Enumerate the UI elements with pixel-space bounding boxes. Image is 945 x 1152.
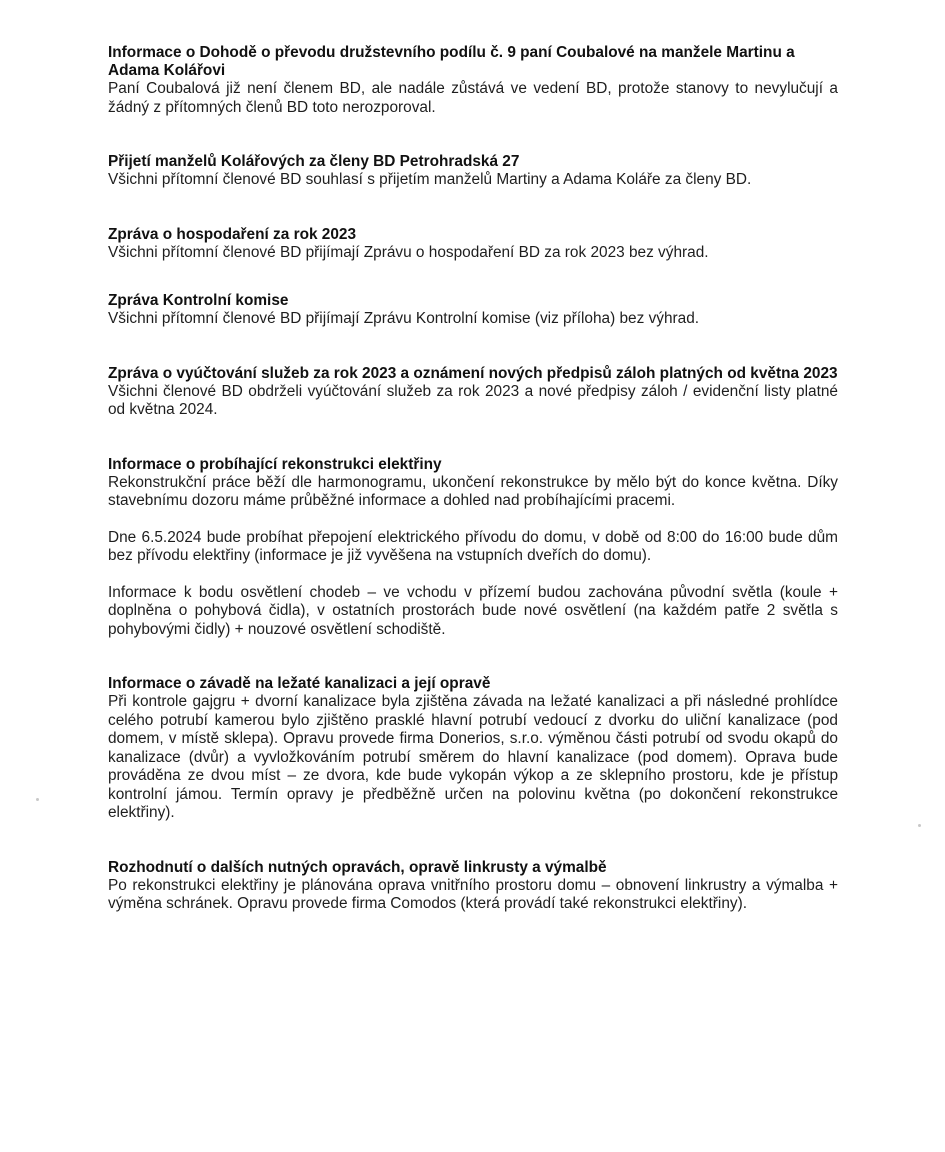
section-heading: Zpráva Kontrolní komise: [108, 292, 289, 309]
section-heading: Rozhodnutí o dalších nutných opravách, opravě linkrusty a výmalbě: [108, 858, 607, 876]
section-paragraph: Dne 6.5.2024 bude probíhat přepojení elektrického přívodu do domu, v době od 8:00 do 16:00 bude dům bez přívodu elektřiny (informace je již vyvěšena na vstupních dveřích do domu).: [108, 528, 838, 564]
section-paragraph: Všichni přítomní členové BD přijímají Zprávu o hospodaření BD za rok 2023 bez výhrad.: [108, 243, 709, 261]
section-prijeti: [108, 153, 838, 190]
section-heading: Přijetí manželů Kolářových za členy BD Petrohradská 27: [108, 153, 520, 170]
scan-speck: [918, 824, 921, 827]
spacer: [108, 190, 838, 226]
section-heading: Informace o probíhající rekonstrukci elektřiny: [108, 455, 442, 473]
section-heading: Informace o závadě na ležaté kanalizaci a její opravě: [108, 675, 491, 692]
spacer: [108, 511, 838, 529]
section-paragraph: Informace k bodu osvětlení chodeb – ve vchodu v přízemí budou zachována původní světla (koule + doplněna o pohybová čidla), v ostatních prostorách bude nové osvětlení (na každém patře 2 světla s pohybovými čidly) + nouzové osvětlení schodiště.: [108, 583, 838, 638]
spacer: [108, 262, 838, 292]
section-heading: Zpráva o hospodaření za rok 2023: [108, 225, 357, 243]
spacer: [108, 420, 838, 456]
section-hospodareni: [108, 226, 838, 263]
section-paragraph: Všichni členové BD obdrželi vyúčtování služeb za rok 2023 a nové předpisy záloh / evidenční listy platné od května 2024.: [108, 382, 838, 418]
section-paragraph: Všichni přítomní členové BD přijímají Zprávu Kontrolní komise (viz příloha) bez výhrad.: [108, 310, 700, 327]
section-paragraph: Rekonstrukční práce běží dle harmonogramu, ukončení rekonstrukce by mělo být do konce května. Díky stavebnímu dozoru máme průběžné informace a dohled nad probíhajícími pracemi.: [108, 473, 838, 509]
section-paragraph: Po rekonstrukci elektřiny je plánována oprava vnitřního prostoru domu – obnovení linkrustry a výmalba + výměna schránek. Opravu provede firma Comodos (která provádí také rekonstrukci elektřiny).: [108, 876, 838, 912]
section-paragraph: Při kontrole gajgru + dvorní kanalizace byla zjištěna závada na ležaté kanalizaci a při následné prohlídce celého potrubí kamerou bylo zjištěno prasklé hlavní potrubí vedoucí z dvorku do uliční kanalizace (pod domem, v místě sklepa). Opravu provede firma Donerios, s.r.o. výměnou části potrubí od svodu okapů do kanalizace (dvůr) a vyvložkováním potrubí směrem do hlavní kanalizace (pod domem). Oprava bude prováděna ze dvou míst – ze dvora, kde bude vykopán výkop a ze sklepního prostoru, kde je přístup kontrolní jámou. Termín opravy je předběžně určen na polovinu května (po dokončení rekonstrukce elektřiny).: [108, 693, 838, 821]
section-kontrolni-komise: [108, 292, 838, 329]
section-opravy: [108, 859, 838, 914]
scan-speck: [36, 798, 39, 801]
section-heading: Informace o Dohodě o převodu družstevního podílu č. 9 paní Coubalové na manžele Martinu a Adama Kolářovi: [108, 44, 795, 79]
spacer: [108, 117, 838, 153]
spacer: [108, 639, 838, 675]
section-heading: Zpráva o vyúčtování služeb za rok 2023 a oznámení nových předpisů záloh platných od května 2023: [108, 364, 838, 382]
section-paragraph: Paní Coubalová již není členem BD, ale nadále zůstává ve vedení BD, protože stanovy to nevylučují a žádný z přítomných členů BD toto nerozporoval.: [108, 80, 838, 116]
document-page: [108, 44, 838, 914]
spacer: [108, 329, 838, 365]
section-vyuctovani: [108, 365, 838, 420]
spacer: [108, 566, 838, 584]
section-elektrina: [108, 456, 838, 640]
section-paragraph: Všichni přítomní členové BD souhlasí s přijetím manželů Martiny a Adama Koláře za členy BD.: [108, 171, 752, 188]
spacer: [108, 823, 838, 859]
section-kanalizace: [108, 675, 838, 823]
section-dohoda: [108, 44, 838, 117]
